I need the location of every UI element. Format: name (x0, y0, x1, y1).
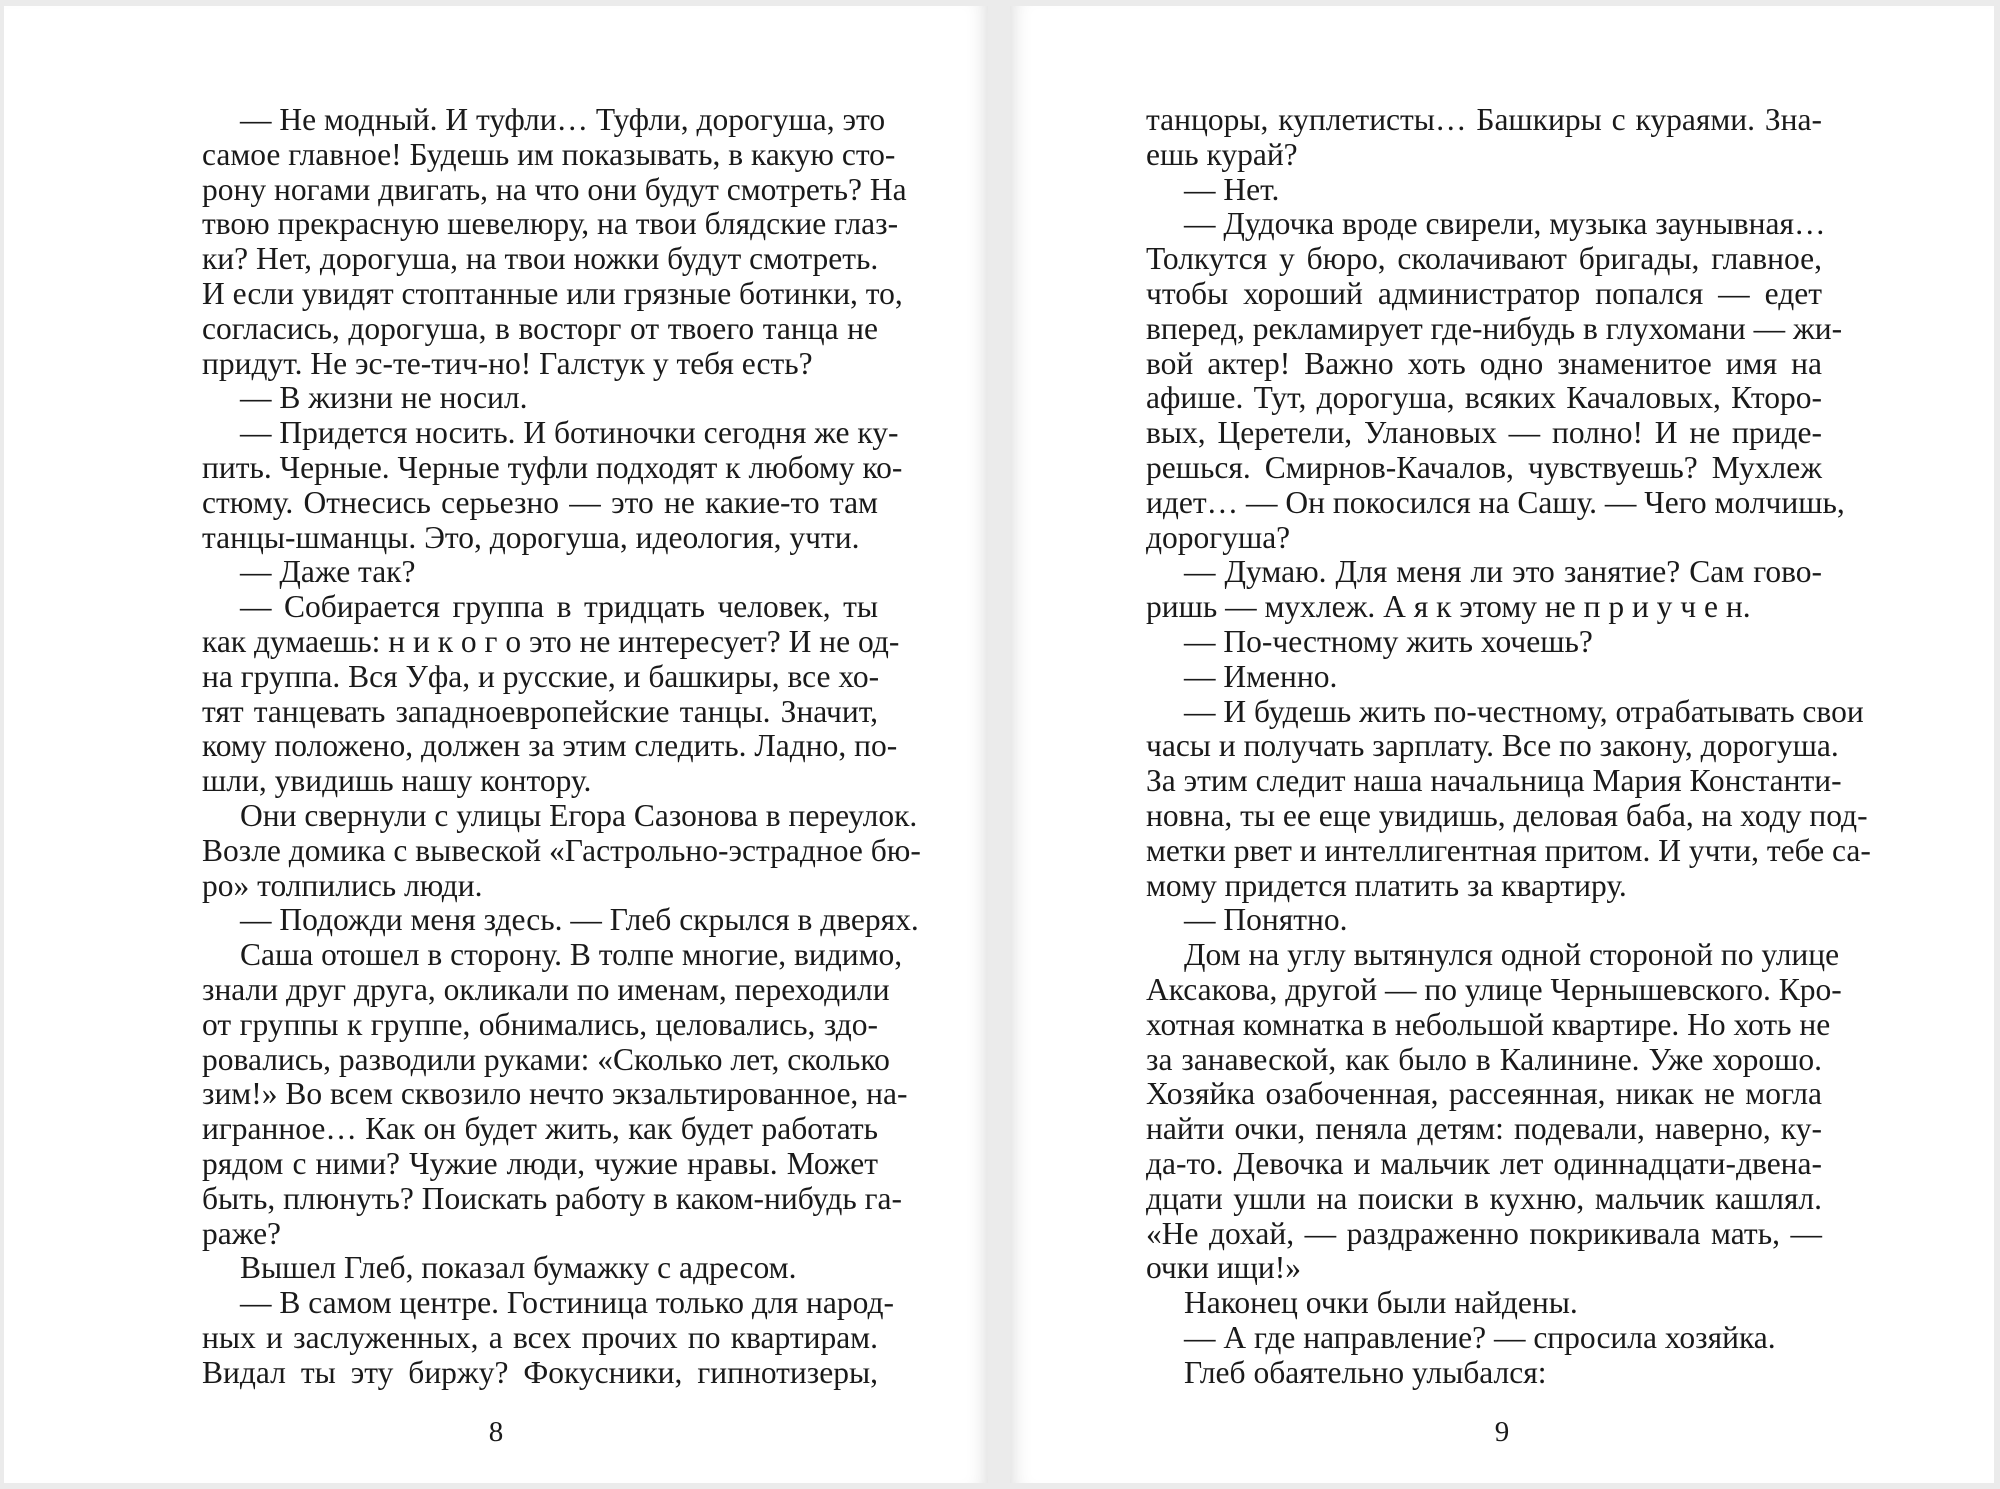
text-line: знали друг друга, окликали по именам, переходили (202, 971, 890, 1007)
text-line: ки? Нет, дорогуша, на твои ножки будут смотреть. (202, 241, 879, 277)
text-line: быть, плюнуть? Поискать работу в каком-нибудь га- (202, 1180, 902, 1216)
text-line: Хозяйка озабоченная, рассеянная, никак не могла (1146, 1076, 1822, 1112)
text-line: Толкутся у бюро, сколачивают бригады, главное, (1146, 241, 1822, 277)
text-line: на группа. Вся Уфа, и русские, и башкиры, все хо- (202, 658, 880, 694)
text-line: метки рвет и интеллигентная притом. И учти, тебе са- (1146, 832, 1871, 868)
text-line: зим!» Во всем сквозило нечто экзальтированное, на- (202, 1076, 908, 1112)
text-line: пить. Черные. Черные туфли подходят к любому ко- (202, 449, 903, 485)
text-line: Возле домика с вывеской «Гастрольно-эстрадное бю- (202, 832, 921, 868)
text-line: ешь курай? (1146, 136, 1298, 172)
page-number: 9 (1494, 1416, 1510, 1448)
text-line: стюму. Отнесись серьезно — это не какие-то там (202, 484, 878, 520)
text-line: как думаешь: н и к о г о это не интересует? И не од- (202, 623, 900, 659)
text-line: Саша отошел в сторону. В толпе многие, видимо, (240, 937, 903, 973)
text-line: согласись, дорогуша, в восторг от твоего танца не (202, 310, 878, 346)
text-line: придут. Не эс-те-тич-но! Галстук у тебя есть? (202, 345, 813, 381)
right-page-text (1146, 102, 1871, 1390)
text-line: шли, увидишь нашу контору. (202, 763, 592, 799)
text-line: афише. Тут, дорогуша, всяких Качаловых, Кторо- (1146, 380, 1822, 416)
text-line: И если увидят стоптанные или грязные ботинки, то, (202, 275, 903, 311)
text-line: Вышел Глеб, показал бумажку с адресом. (240, 1250, 797, 1286)
text-line: — По-честному жить хочешь? (1184, 623, 1593, 659)
text-line: часы и получать зарплату. Все по закону, дорогуша. (1146, 728, 1839, 764)
text-line: новна, ты ее еще увидишь, деловая баба, на ходу под- (1146, 797, 1868, 833)
left-page (4, 6, 988, 1483)
text-line: дорогуша? (1146, 519, 1291, 555)
text-line: игранное… Как он будет жить, как будет работать (202, 1111, 878, 1147)
text-line: — Понятно. (1184, 902, 1348, 938)
text-line: ро» толпились люди. (202, 867, 483, 903)
text-line: рону ногами двигать, на что они будут смотреть? На (202, 171, 907, 207)
text-line: вой актер! Важно хоть одно знаменитое имя на (1146, 345, 1822, 381)
text-line: самое главное! Будешь им показывать, в какую сто- (202, 136, 896, 172)
text-line: за занавеской, как было в Калинине. Уже хорошо. (1146, 1041, 1822, 1077)
text-line: «Не дохай, — раздраженно покрикивала мать, — (1146, 1215, 1822, 1251)
text-line: Наконец очки были найдены. (1184, 1285, 1578, 1321)
text-line: — А где направление? — спросила хозяйка. (1184, 1319, 1776, 1355)
text-line: твою прекрасную шевелюру, на твои блядские глаз- (202, 206, 899, 242)
text-line: ных и заслуженных, а всех прочих по квартирам. (202, 1319, 878, 1355)
text-line: вперед, рекламирует где-нибудь в глухомани — жи- (1146, 310, 1843, 346)
text-line: чтобы хороший администратор попался — едет (1146, 275, 1822, 311)
text-line: — Думаю. Для меня ли это занятие? Сам гово- (1184, 554, 1822, 590)
text-line: Глеб обаятельно улыбался: (1184, 1354, 1547, 1390)
text-line: хотная комнатка в небольшой квартире. Но хоть не (1146, 1006, 1831, 1042)
text-line: раже? (202, 1215, 282, 1251)
left-page-text (202, 102, 921, 1390)
text-line: — В самом центре. Гостиница только для народ- (240, 1285, 894, 1321)
right-page (1010, 6, 1994, 1483)
text-line: дцати ушли на поиски в кухню, мальчик кашлял. (1146, 1180, 1822, 1216)
text-line: тят танцевать западноевропейские танцы. Значит, (202, 693, 878, 729)
text-line: — Собирается группа в тридцать человек, ты (240, 589, 878, 625)
text-line: — Подожди меня здесь. — Глеб скрылся в дверях. (240, 902, 919, 938)
text-line: — Придется носить. И ботиночки сегодня же ку- (240, 415, 899, 451)
text-line: найти очки, пеняла детям: подевали, наверно, ку- (1146, 1111, 1822, 1147)
text-line: Аксакова, другой — по улице Чернышевского. Кро- (1146, 971, 1842, 1007)
text-line: да-то. Девочка и мальчик лет одиннадцати-двена- (1146, 1145, 1822, 1181)
text-line: танцоры, куплетисты… Башкиры с кураями. Зна- (1146, 102, 1822, 137)
text-line: — В жизни не носил. (240, 380, 528, 416)
text-line: — Именно. (1184, 658, 1338, 694)
text-line: — Дудочка вроде свирели, музыка заунывная… (1184, 206, 1826, 242)
text-line: вых, Церетели, Улановых — полно! И не приде- (1146, 415, 1822, 451)
text-line: — Нет. (1184, 171, 1280, 207)
text-line: решься. Смирнов-Качалов, чувствуешь? Мухлеж (1146, 449, 1822, 485)
text-line: Они свернули с улицы Егора Сазонова в переулок. (240, 797, 918, 833)
text-line: идет… — Он покосился на Сашу. — Чего молчишь, (1146, 484, 1845, 520)
text-line: — Не модный. И туфли… Туфли, дорогуша, это (240, 102, 886, 137)
text-line: кому положено, должен за этим следить. Ладно, по- (202, 728, 898, 764)
text-line: от группы к группе, обнимались, целовались, здо- (202, 1006, 878, 1042)
text-line: — И будешь жить по-честному, отрабатывать свои (1184, 693, 1864, 729)
text-line: ровались, разводили руками: «Сколько лет, сколько (202, 1041, 890, 1077)
text-line: мому придется платить за квартиру. (1146, 867, 1627, 903)
text-line: За этим следит наша начальница Мария Константи- (1146, 763, 1842, 799)
text-line: очки ищи!» (1146, 1250, 1302, 1286)
text-line: рядом с ними? Чужие люди, чужие нравы. Может (202, 1145, 878, 1181)
text-line: Дом на углу вытянулся одной стороной по улице (1184, 937, 1840, 973)
text-line: Видал ты эту биржу? Фокусники, гипнотизеры, (202, 1354, 878, 1390)
text-line: ришь — мухлеж. А я к этому не п р и у ч е н. (1146, 589, 1751, 625)
page-number: 8 (488, 1416, 504, 1448)
text-line: танцы-шманцы. Это, дорогуша, идеология, учти. (202, 519, 860, 555)
text-line: — Даже так? (240, 554, 416, 590)
